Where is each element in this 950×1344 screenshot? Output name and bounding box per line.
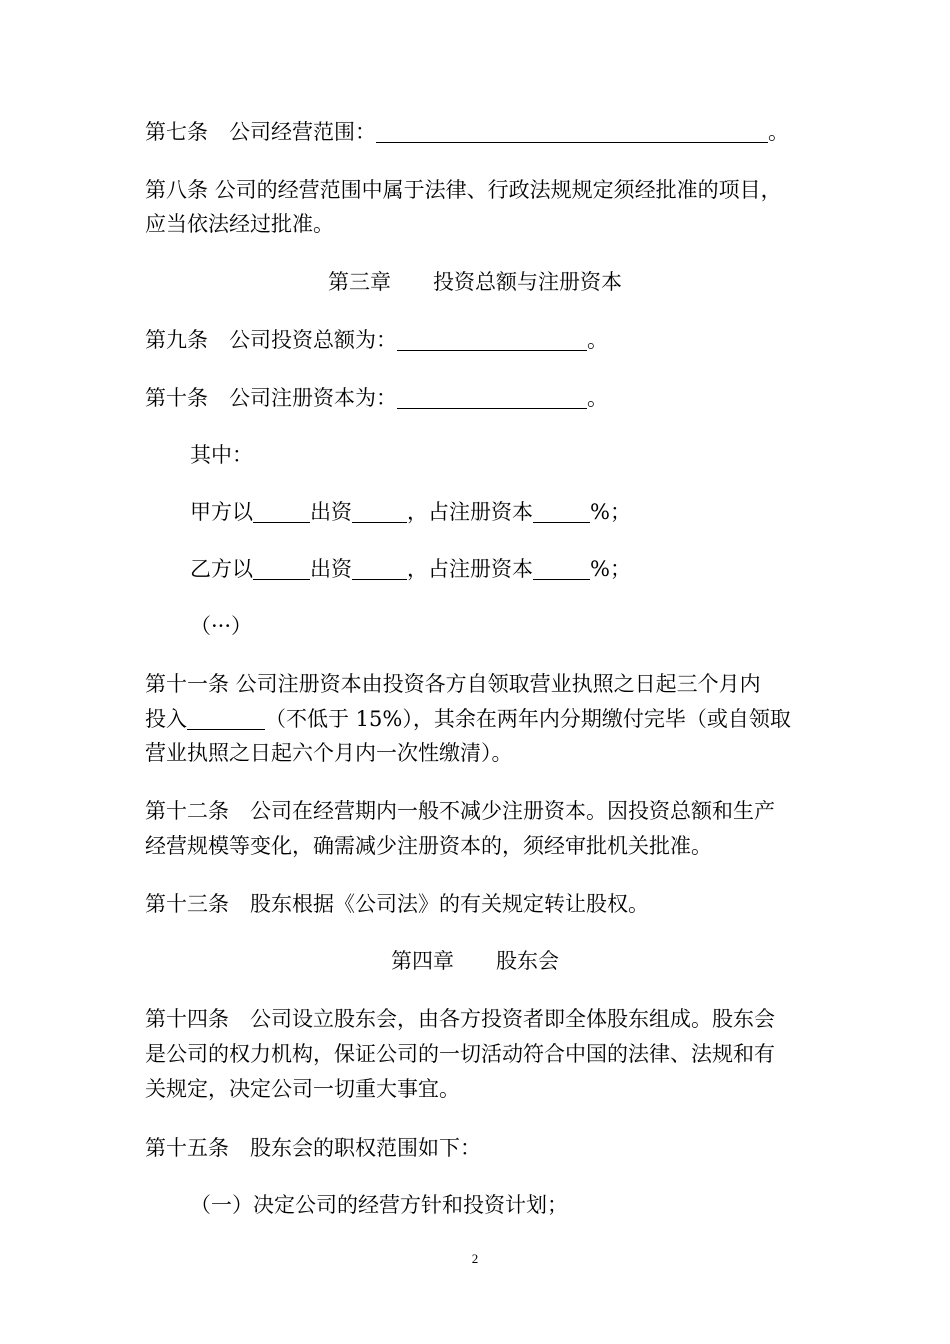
business-scope-blank [376,120,768,143]
article-9 [145,323,608,357]
party-a-text-3: ，占注册资本 [407,500,533,524]
article-9-end: 。 [587,328,608,352]
article-8-line-1: 第八条 公司的经营范围中属于法律、行政法规规定须经批准的项目， [145,178,782,202]
party-a-amount-blank [352,500,407,523]
party-b-percent-blank [533,557,590,580]
page-number: 2 [471,1251,479,1266]
article-11-text-2: （不低于 15%），其余在两年内分期缴付完毕（或自领取 [265,707,791,731]
article-8-line-2: 应当依法经过批准。 [145,212,334,236]
article-11-line-2 [145,702,791,736]
article-9-label: 第九条 公司投资总额为： [145,328,397,352]
chapter-4-heading: 第四章 股东会 [391,949,559,973]
party-a-text-1: 甲方以 [190,500,253,524]
party-a-text-4: %； [590,500,631,524]
registered-capital-blank [397,386,587,409]
article-11-line-3: 营业执照之日起六个月内一次性缴清）。 [145,741,513,765]
party-a-percent-blank [533,500,590,523]
article-14-line-1: 第十四条 公司设立股东会，由各方投资者即全体股东组成。股东会 [145,1007,775,1031]
initial-contribution-blank [187,707,265,730]
article-15-item-1: （一）决定公司的经营方针和投资计划； [190,1193,568,1217]
among-label: 其中： [190,443,253,467]
article-7 [145,115,789,149]
article-12-line-2: 经营规模等变化，确需减少注册资本的，须经审批机关批准。 [145,834,712,858]
party-a-line [190,495,631,529]
article-11-line-1: 第十一条 公司注册资本由投资各方自领取营业执照之日起三个月内 [145,672,761,696]
article-11-text-1: 投入 [145,707,187,731]
article-14-line-3: 关规定，决定公司一切重大事宜。 [145,1077,460,1101]
chapter-3-heading: 第三章 投资总额与注册资本 [328,270,622,294]
article-12-line-1: 第十二条 公司在经营期内一般不减少注册资本。因投资总额和生产 [145,799,775,823]
party-b-method-blank [253,557,310,580]
article-13: 第十三条 股东根据《公司法》的有关规定转让股权。 [145,892,649,916]
total-investment-blank [397,328,587,351]
article-7-label: 第七条 公司经营范围： [145,120,376,144]
ellipsis-item: （···） [190,614,253,638]
party-a-method-blank [253,500,310,523]
party-b-text-2: 出资 [310,557,352,581]
party-b-text-3: ，占注册资本 [407,557,533,581]
party-b-text-1: 乙方以 [190,557,253,581]
party-a-text-2: 出资 [310,500,352,524]
party-b-line [190,552,631,586]
article-10 [145,381,608,415]
party-b-text-4: %； [590,557,631,581]
article-15: 第十五条 股东会的职权范围如下： [145,1136,481,1160]
article-14-line-2: 是公司的权力机构，保证公司的一切活动符合中国的法律、法规和有 [145,1042,775,1066]
party-b-amount-blank [352,557,407,580]
article-10-end: 。 [587,386,608,410]
article-10-label: 第十条 公司注册资本为： [145,386,397,410]
article-7-end: 。 [768,120,789,144]
